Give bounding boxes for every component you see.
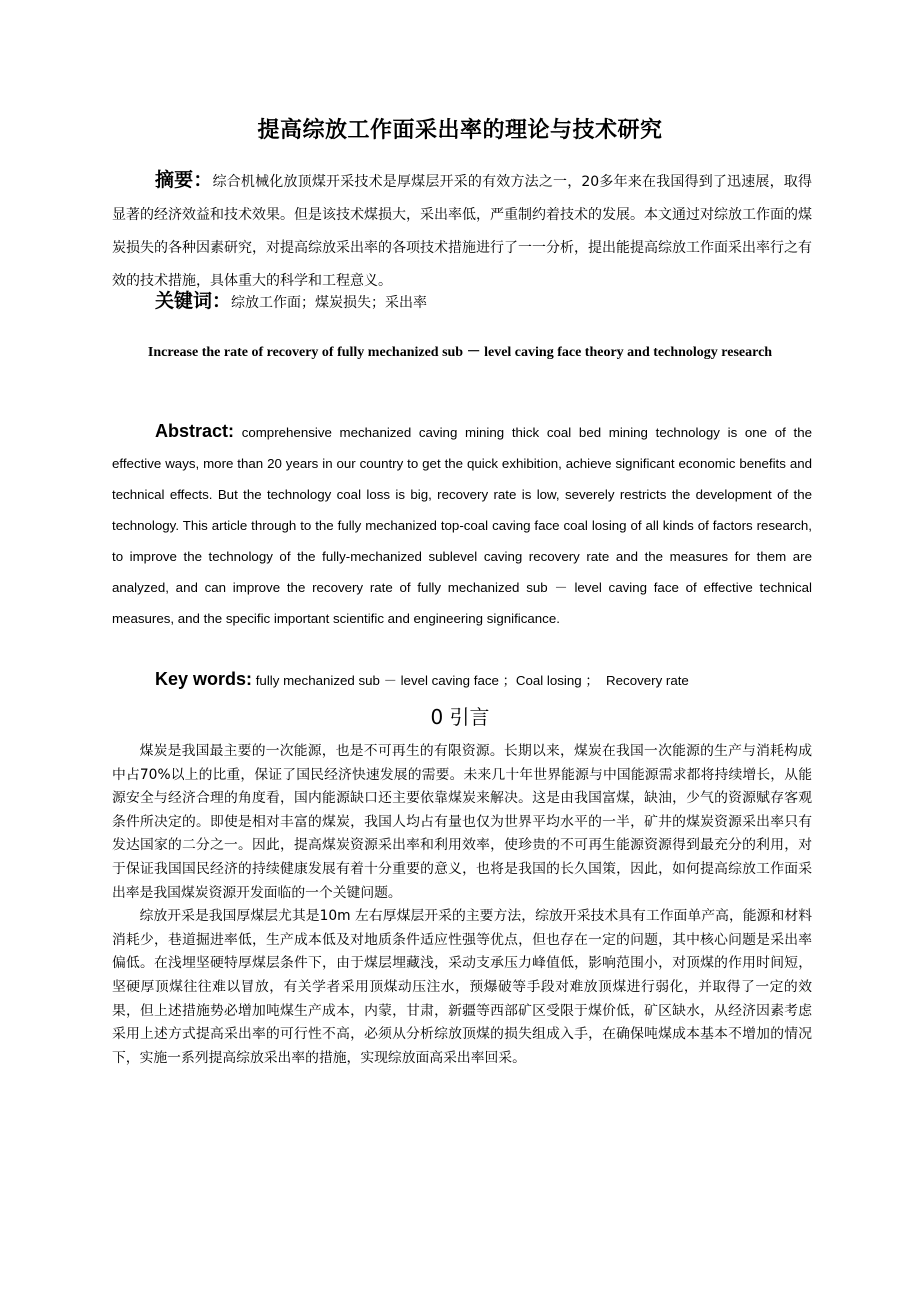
introduction-body [112,740,812,1070]
paragraph: 综放开采是我国厚煤层尤其是10m 左右厚煤层开采的主要方法，综放开采技术具有工作面单产高，能源和材料消耗少，巷道掘进率低，生产成本低及对地质条件适应性强等优点，但也存在一定的问题，其中核心问题是采出率偏低。在浅埋坚硬特厚煤层条件下，由于煤层埋藏浅，采动支承压力峰值低，影响范围小，对顶煤的作用时间短，坚硬厚顶煤往往难以冒放，有关学者采用顶煤动压注水，预爆破等手段对难放顶煤进行弱化，并取得了一定的效果，但上述措施势必增加吨煤生产成本，内蒙，甘肃，新疆等西部矿区受限于煤价低，矿区缺水，从经济因素考虑采用上述方式提高采出率的可行性不高，必须从分析综放顶煤的损失组成入手，在确保吨煤成本基本不增加的情况下，实施一系列提高综放采出率的措施，实现综放面高采出率回采。 [112,908,812,1066]
chinese-abstract [112,164,812,298]
english-keywords-label: Key words: [155,669,253,689]
chinese-abstract-text: 综合机械化放顶煤开采技术是厚煤层开采的有效方法之一，20多年来在我国得到了迅速展，取得显著的经济效益和技术效果。但是该技术煤损大，采出率低，严重制约着技术的发展。本文通过对综放工作面的煤炭损失的各种因素研究，对提高综放采出率的各项技术措施进行了一一分析，提出能提高综放工作面采出率行之有效的技术措施，具体重大的科学和工程意义。 [112,174,812,289]
chinese-title: 提高综放工作面采出率的理论与技术研究 [257,118,663,143]
english-abstract-text: comprehensive mechanized caving mining thick coal bed mining technology is one of the effective ways, more than 20 years in our country to get the quick exhibition, achieve significant economic benefits and technical effects. But the technology coal loss is big, recovery rate is low, severely restricts the development of the technology. This article through to the fully mechanized top-coal caving face coal losing of all kinds of factors research, to improve the technology of the fully-mechanized sublevel caving recovery rate and the measures for them are analyzed, and can improve the recovery rate of fully mechanized sub － level caving face of effective technical measures, and the specific important scientific and engineering significance. [112,425,812,626]
english-keywords [155,664,689,696]
chinese-keywords-text: 综放工作面；煤炭损失；采出率 [231,295,428,311]
chinese-keywords-label: 关键词： [155,290,232,312]
english-title: Increase the rate of recovery of fully mechanized sub － level caving face theory and technology research [147,345,773,360]
chinese-keywords [155,286,427,318]
english-keywords-text: fully mechanized sub － level caving face ；Coal losing ； Recovery rate [255,673,689,688]
english-abstract [112,416,812,634]
paragraph: 煤炭是我国最主要的一次能源，也是不可再生的有限资源。长期以来，煤炭在我国一次能源的生产与消耗构成中占70%以上的比重，保证了国民经济快速发展的需要。未来几十年世界能源与中国能源需求都将持续增长，从能源安全与经济合理的角度看，国内能源缺口还主要依靠煤炭来解决。这是由我国富煤，缺油，少气的资源赋存客观条件所决定的。即使是相对丰富的煤炭，我国人均占有量也仅为世界平均水平的一半，矿井的煤炭资源采出率只有发达国家的二分之一。因此，提高煤炭资源采出率和利用效率，使珍贵的不可再生能源资源得到最充分的利用，对于保证我国国民经济的持续健康发展有着十分重要的意义，也将是我国的长久国策，因此，如何提高综放工作面采出率是我国煤炭资源开发面临的一个关键问题。 [112,743,812,901]
english-abstract-label: Abstract: [155,421,235,441]
section-heading-introduction: 0 引言 [430,705,490,729]
chinese-abstract-label: 摘要： [155,169,213,191]
